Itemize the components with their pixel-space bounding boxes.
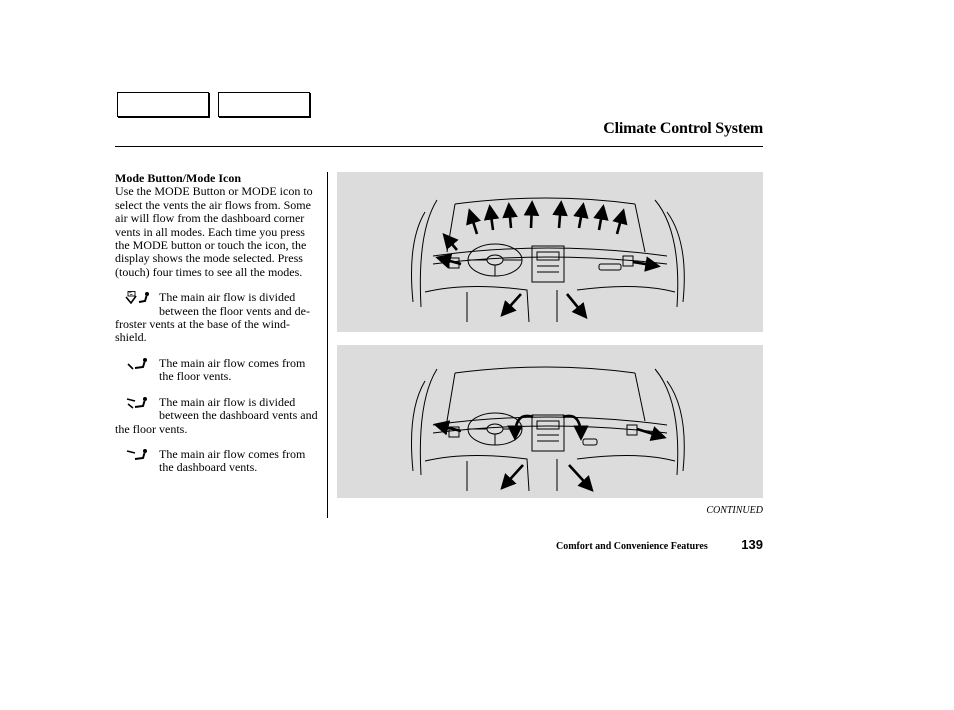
mode-item-dashboard: [115, 448, 320, 475]
page-title: Climate Control System: [603, 120, 763, 137]
footer-section-title: Comfort and Convenience Features: [556, 541, 708, 552]
bi-level-mode-icon: [115, 396, 155, 410]
airflow-illustration-defrost: [337, 172, 763, 332]
intro-paragraph: Use the MODE Button or MODE icon to select the vents the air flows from. Some air will flow from the dashboard corner vents in all modes. Each time you press the MODE button or touch the icon, the display shows the mode selected. Press (touch) four times to see all the modes.: [115, 184, 313, 279]
section-heading: Mode Button/Mode Icon: [115, 171, 241, 185]
floor-and-defrost-mode-icon: [115, 291, 155, 305]
dashboard-mode-icon: [115, 448, 155, 462]
mode-description: The main air flow comes from the dashboard vents.: [159, 446, 306, 475]
nav-tab-1[interactable]: [117, 92, 209, 117]
mode-description: The main air flow is divided between the dashboard vents and the floor vents.: [115, 394, 318, 436]
mode-item-bi-level: [115, 396, 320, 436]
floor-mode-icon: [115, 357, 155, 371]
mode-description: The main air flow is divided between the floor vents and de-froster vents at the base of the wind-shield.: [115, 290, 310, 345]
mode-description: The main air flow comes from the floor vents.: [159, 355, 306, 384]
mode-description-column: [115, 172, 320, 475]
header-rule: [115, 146, 763, 147]
airflow-illustration-dashboard: [337, 345, 763, 498]
mode-item-floor-defrost: [115, 291, 320, 345]
page-number: 139: [741, 537, 763, 552]
mode-item-floor: [115, 357, 320, 384]
column-divider: [327, 172, 328, 518]
continued-label: CONTINUED: [706, 505, 763, 516]
nav-tab-2[interactable]: [218, 92, 310, 117]
